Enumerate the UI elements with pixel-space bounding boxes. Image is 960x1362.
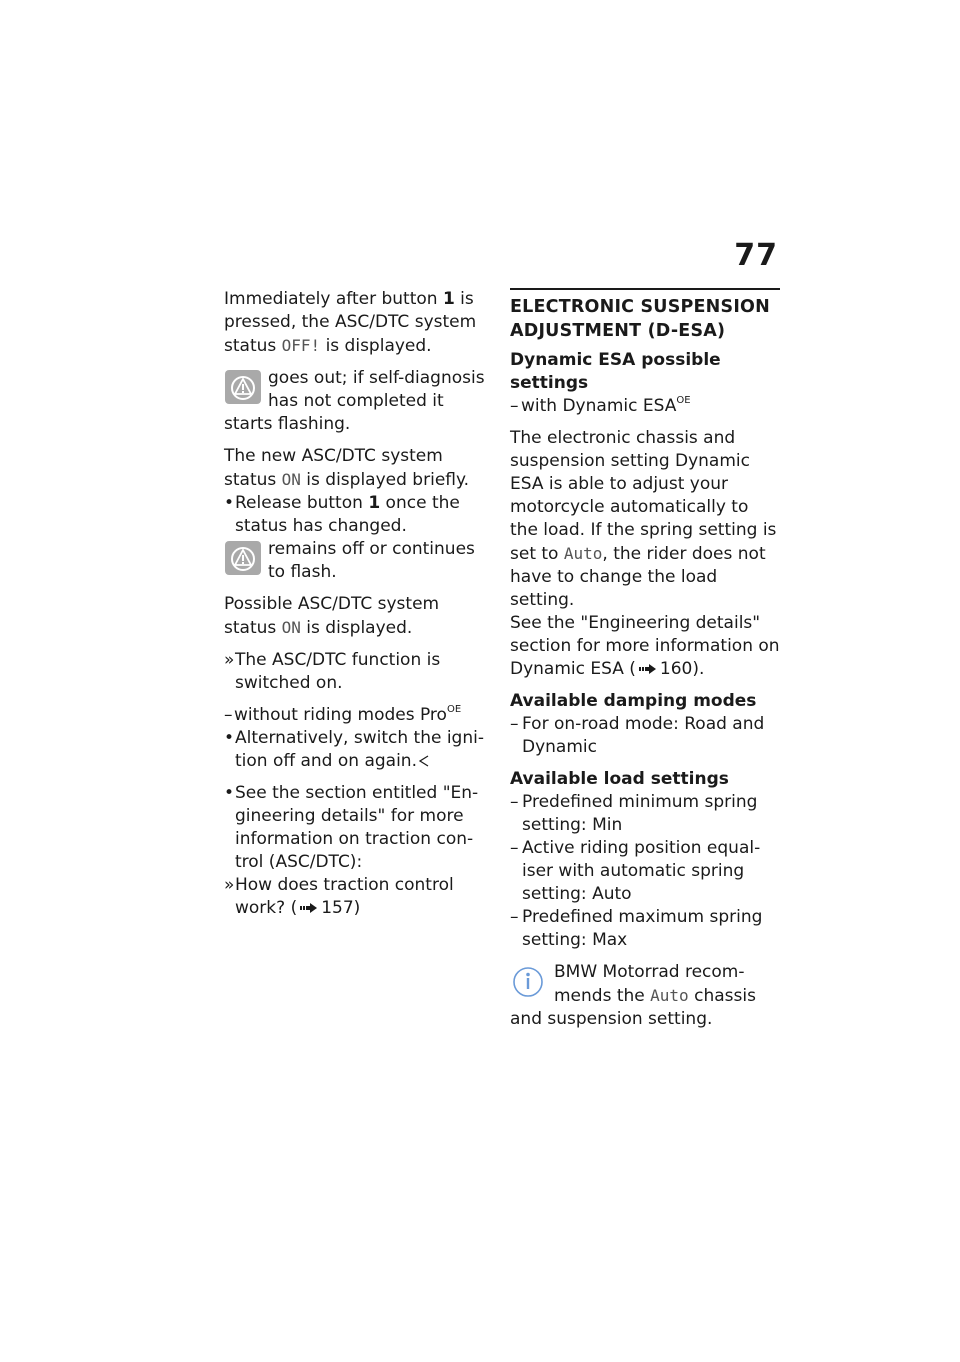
warning-text-1b: starts flashing. xyxy=(224,414,351,434)
info-icon xyxy=(512,963,546,999)
page-reference-arrow-icon xyxy=(639,663,657,675)
info-text-end: and suspension setting. xyxy=(510,1009,713,1029)
condition-without-pro: – without riding modes Pro$^{OE}$ xyxy=(224,704,462,725)
subheading-possible-settings: Dynamic ESA possible settings xyxy=(510,350,721,393)
list-item: – Predefined maximum spring setting: Max xyxy=(510,907,763,950)
status-on: ON xyxy=(281,470,301,489)
info-block xyxy=(510,961,780,1031)
result-function-on: » The ASC/DTC function is switched on. xyxy=(224,650,441,693)
paragraph-engineering-details: See the "Engineering details" section for more information on Dynamic ESA ( 160). xyxy=(510,613,780,679)
condition-with-dynamic-esa: – with Dynamic $ESA^{OE}$ xyxy=(510,395,691,416)
subheading-load-settings: Available load settings xyxy=(510,769,729,789)
status-off: OFF! xyxy=(281,336,321,355)
bullet-release-button: • Release button 1 once the status has changed. xyxy=(224,492,486,538)
paragraph-asc-off: Immediately after button 1 is pressed, the ASC/DTC system status OFF! is displayed. xyxy=(224,289,477,356)
warning-text-1: goes out; if self-diagnosis has not completed it xyxy=(268,368,485,411)
info-text: BMW Motorrad recom-mends the Auto chassis xyxy=(554,962,756,1006)
end-of-procedure-icon xyxy=(419,755,429,767)
list-item: – For on-road mode: Road and Dynamic xyxy=(510,714,765,757)
setting-auto: Auto xyxy=(650,986,689,1005)
paragraph-new-status: The new ASC/DTC system status ON is displayed briefly. xyxy=(224,446,470,490)
asc-warning-icon xyxy=(224,369,262,405)
page-reference-arrow-icon xyxy=(300,902,318,914)
page-number: 77 xyxy=(734,238,778,273)
bullet-alternatively: • Alternatively, switch the igni-tion off and on again. xyxy=(224,727,486,773)
section-heading: ELECTRONIC SUSPENSION ADJUSTMENT (D-ESA) xyxy=(510,288,780,343)
link-dynamic-esa[interactable]: ( 160). xyxy=(629,659,705,679)
asc-warning-icon xyxy=(224,540,262,576)
subheading-damping-modes: Available damping modes xyxy=(510,691,757,711)
warning-block-2 xyxy=(224,538,486,584)
list-item: – Predefined minimum spring setting: Min xyxy=(510,792,758,835)
list-item: – Active riding position equal-iser with automatic spring setting: Auto xyxy=(510,838,761,904)
paragraph-possible-status: Possible ASC/DTC system status ON is displayed. xyxy=(224,594,440,638)
status-on: ON xyxy=(281,618,301,637)
paragraph-esa-description: The electronic chassis and suspension setting Dynamic ESA is able to adjust your motorcycle automatically to the load. If the spring setting is set to Auto, the rider does not have to change the load setting. xyxy=(510,428,777,610)
setting-auto: Auto xyxy=(563,544,603,563)
link-traction-control[interactable]: » How does traction control work? ( 157) xyxy=(224,875,454,918)
warning-text-2: remains off or continues to flash. xyxy=(268,539,475,582)
bullet-see-section: • See the section entitled "En-gineering details" for more information on traction con-trol (ASC/DTC): xyxy=(224,782,486,874)
right-column xyxy=(510,288,780,1040)
left-column xyxy=(224,288,486,920)
warning-block-1 xyxy=(224,367,486,436)
